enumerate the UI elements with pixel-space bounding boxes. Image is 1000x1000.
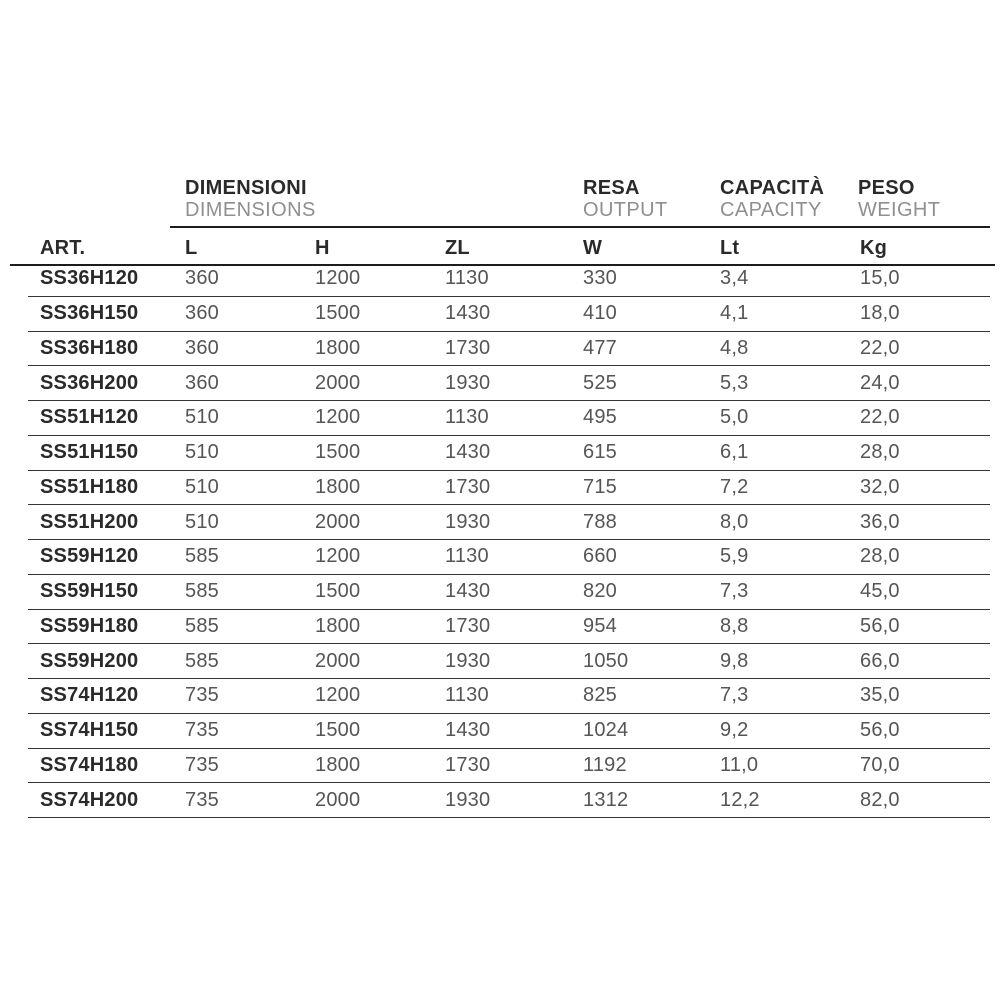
- table-row: [28, 297, 990, 332]
- value-cell: 1500: [315, 441, 361, 464]
- column-header-lt: Lt: [720, 237, 740, 259]
- value-cell: 35,0: [860, 684, 900, 707]
- table-row: [28, 644, 990, 679]
- value-cell: 1312: [583, 788, 629, 811]
- value-cell: 28,0: [860, 441, 900, 464]
- value-cell: 735: [185, 788, 219, 811]
- value-cell: 6,1: [720, 441, 749, 464]
- value-cell: 585: [185, 649, 219, 672]
- column-header-w: W: [583, 237, 603, 259]
- column-header-h: H: [315, 237, 330, 259]
- value-cell: 1500: [315, 302, 361, 325]
- value-cell: 1130: [445, 684, 489, 707]
- art-code-cell: SS51H150: [40, 441, 139, 464]
- value-cell: 1430: [445, 441, 491, 464]
- column-header-zl: ZL: [445, 237, 470, 259]
- value-cell: 477: [583, 336, 617, 359]
- group-header-underline: [170, 226, 990, 228]
- value-cell: 1730: [445, 753, 491, 776]
- value-cell: 735: [185, 684, 219, 707]
- value-cell: 1500: [315, 580, 361, 603]
- value-cell: 510: [185, 406, 219, 429]
- value-cell: 7,2: [720, 475, 749, 498]
- group-label-secondary: DIMENSIONS: [185, 199, 316, 221]
- value-cell: 510: [185, 441, 219, 464]
- table-body: [28, 262, 990, 818]
- group-label-primary: CAPACITÀ: [720, 177, 825, 199]
- value-cell: 4,8: [720, 336, 749, 359]
- art-code-cell: SS51H180: [40, 475, 139, 498]
- column-group-output: [583, 177, 668, 221]
- value-cell: 1930: [445, 371, 491, 394]
- art-code-cell: SS74H180: [40, 753, 139, 776]
- value-cell: 8,0: [720, 510, 749, 533]
- value-cell: 954: [583, 614, 617, 637]
- value-cell: 615: [583, 441, 617, 464]
- value-cell: 2000: [315, 371, 361, 394]
- value-cell: 1930: [445, 649, 491, 672]
- table-row: [28, 783, 990, 818]
- value-cell: 1800: [315, 336, 361, 359]
- value-cell: 22,0: [860, 336, 900, 359]
- column-header-art: ART.: [40, 237, 86, 259]
- art-code-cell: SS59H180: [40, 614, 139, 637]
- column-group-weight: [858, 177, 940, 221]
- value-cell: 1130: [445, 545, 489, 568]
- value-cell: 1200: [315, 684, 361, 707]
- art-code-cell: SS51H120: [40, 406, 139, 429]
- table-row: [28, 505, 990, 540]
- value-cell: 1200: [315, 267, 361, 290]
- table-row: [28, 679, 990, 714]
- art-code-cell: SS74H150: [40, 719, 139, 742]
- value-cell: 585: [185, 545, 219, 568]
- value-cell: 70,0: [860, 753, 900, 776]
- value-cell: 1200: [315, 406, 361, 429]
- group-label-secondary: OUTPUT: [583, 199, 668, 221]
- value-cell: 825: [583, 684, 617, 707]
- value-cell: 56,0: [860, 719, 900, 742]
- value-cell: 1200: [315, 545, 361, 568]
- value-cell: 360: [185, 267, 219, 290]
- value-cell: 45,0: [860, 580, 900, 603]
- value-cell: 2000: [315, 788, 361, 811]
- value-cell: 9,8: [720, 649, 749, 672]
- value-cell: 2000: [315, 510, 361, 533]
- table-row: [28, 471, 990, 506]
- art-code-cell: SS59H120: [40, 545, 139, 568]
- group-label-secondary: CAPACITY: [720, 199, 822, 221]
- art-code-cell: SS36H120: [40, 267, 139, 290]
- column-header-l: L: [185, 237, 198, 259]
- value-cell: 22,0: [860, 406, 900, 429]
- value-cell: 1800: [315, 614, 361, 637]
- value-cell: 12,2: [720, 788, 760, 811]
- value-cell: 1730: [445, 475, 491, 498]
- value-cell: 1800: [315, 753, 361, 776]
- value-cell: 28,0: [860, 545, 900, 568]
- column-header-kg: Kg: [860, 237, 888, 259]
- value-cell: 715: [583, 475, 617, 498]
- value-cell: 8,8: [720, 614, 749, 637]
- value-cell: 2000: [315, 649, 361, 672]
- group-label-secondary: WEIGHT: [858, 199, 941, 221]
- value-cell: 1930: [445, 510, 491, 533]
- art-code-cell: SS59H150: [40, 580, 139, 603]
- group-label-primary: PESO: [858, 177, 915, 199]
- value-cell: 4,1: [720, 302, 749, 325]
- value-cell: 36,0: [860, 510, 900, 533]
- art-code-cell: SS36H180: [40, 336, 139, 359]
- value-cell: 735: [185, 719, 219, 742]
- column-group-dimensions: [185, 177, 316, 221]
- value-cell: 660: [583, 545, 617, 568]
- table-row: [28, 610, 990, 645]
- value-cell: 360: [185, 336, 219, 359]
- table-row: [28, 262, 990, 297]
- value-cell: 1130: [445, 406, 489, 429]
- table-row: [28, 366, 990, 401]
- table-row: [28, 401, 990, 436]
- value-cell: 7,3: [720, 684, 749, 707]
- value-cell: 525: [583, 371, 617, 394]
- table-row: [28, 714, 990, 749]
- value-cell: 1024: [583, 719, 629, 742]
- value-cell: 410: [583, 302, 617, 325]
- value-cell: 82,0: [860, 788, 900, 811]
- value-cell: 360: [185, 371, 219, 394]
- value-cell: 1130: [445, 267, 489, 290]
- value-cell: 7,3: [720, 580, 749, 603]
- value-cell: 1930: [445, 788, 491, 811]
- value-cell: 24,0: [860, 371, 900, 394]
- art-code-cell: SS74H120: [40, 684, 139, 707]
- art-code-cell: SS51H200: [40, 510, 139, 533]
- value-cell: 32,0: [860, 475, 900, 498]
- value-cell: 1730: [445, 614, 491, 637]
- value-cell: 495: [583, 406, 617, 429]
- value-cell: 11,0: [720, 753, 759, 776]
- value-cell: 820: [583, 580, 617, 603]
- group-label-primary: RESA: [583, 177, 640, 199]
- value-cell: 360: [185, 302, 219, 325]
- value-cell: 1430: [445, 302, 491, 325]
- value-cell: 18,0: [860, 302, 900, 325]
- column-group-capacity: [720, 177, 824, 221]
- value-cell: 1500: [315, 719, 361, 742]
- value-cell: 1192: [583, 753, 627, 776]
- value-cell: 9,2: [720, 719, 749, 742]
- group-label-primary: DIMENSIONI: [185, 177, 307, 199]
- table-row: [28, 749, 990, 784]
- value-cell: 1430: [445, 580, 491, 603]
- value-cell: 585: [185, 580, 219, 603]
- art-code-cell: SS59H200: [40, 649, 139, 672]
- value-cell: 15,0: [860, 267, 900, 290]
- art-code-cell: SS36H150: [40, 302, 139, 325]
- value-cell: 1730: [445, 336, 491, 359]
- value-cell: 1050: [583, 649, 629, 672]
- table-row: [28, 540, 990, 575]
- art-code-cell: SS36H200: [40, 371, 139, 394]
- value-cell: 788: [583, 510, 617, 533]
- table-row: [28, 332, 990, 367]
- value-cell: 735: [185, 753, 219, 776]
- table-row: [28, 575, 990, 610]
- table-header-row: [10, 230, 995, 266]
- value-cell: 56,0: [860, 614, 900, 637]
- value-cell: 5,9: [720, 545, 749, 568]
- value-cell: 330: [583, 267, 617, 290]
- value-cell: 510: [185, 475, 219, 498]
- value-cell: 3,4: [720, 267, 749, 290]
- value-cell: 510: [185, 510, 219, 533]
- art-code-cell: SS74H200: [40, 788, 139, 811]
- value-cell: 5,3: [720, 371, 749, 394]
- table-row: [28, 436, 990, 471]
- value-cell: 5,0: [720, 406, 749, 429]
- value-cell: 1430: [445, 719, 491, 742]
- value-cell: 585: [185, 614, 219, 637]
- value-cell: 1800: [315, 475, 361, 498]
- value-cell: 66,0: [860, 649, 900, 672]
